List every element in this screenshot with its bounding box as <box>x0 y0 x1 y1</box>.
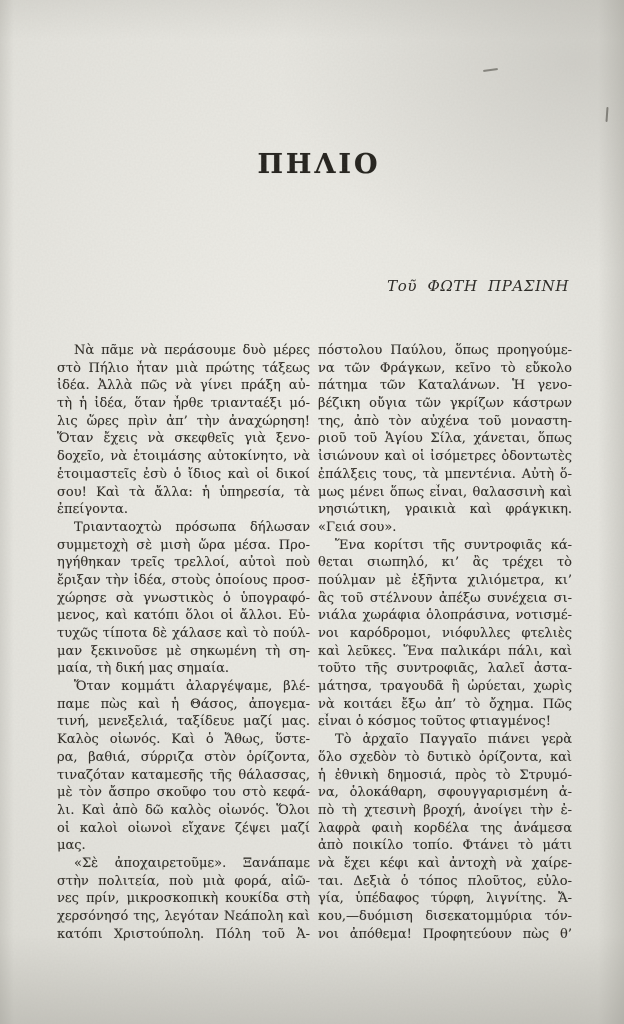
text-line: να τῶν Φράγκων, κεῖνο τὸ εὔκολο <box>318 360 572 376</box>
text-line: θεται σιωπηλό, κι’ ἂς τρέχει τὸ <box>318 555 572 571</box>
text-line: στὴν πολιτεία, ποὺ μιὰ φορά, αἰῶ- <box>57 873 310 889</box>
text-line: χερσόνησό της, λεγόταν Νεάπολη καὶ <box>57 909 310 924</box>
text-line: ἰσιώνουν καὶ οἱ ἰσόμετρες ὀδοντωτὲς <box>318 449 572 465</box>
text-line: σου! Καὶ τὰ ἄλλα: ἡ ὑπηρεσία, τὰ <box>57 484 310 500</box>
text-line: παμε πὼς καὶ ἡ Θάσος, ἀπογεμα- <box>57 696 310 712</box>
text-line: ἐπείγοντα. <box>57 502 128 518</box>
text-line: τινή, μενεξελιά, ταξίδευε μαζί μας. <box>57 714 310 730</box>
text-line: ἰδέα. Ἀλλὰ πῶς νὰ γίνει πράξη αὐ- <box>57 378 310 394</box>
text-line: πάτημα τῶν Καταλάνων. Ἡ γενο- <box>318 378 572 394</box>
text-line: «Σὲ ἀποχαιρετοῦμε». Ξανάπαμε <box>74 855 310 871</box>
text-line: λαφρὰ φαιὴ κορδέλα της ἀνάμεσα <box>318 820 572 836</box>
text-line: χώρησε σὰ γνωστικὸς ὁ ὑπογραφό- <box>57 590 310 606</box>
text-line: τοῦτο τῆς συντροφιᾶς, λαλεῖ ἀστα- <box>318 661 572 677</box>
text-line: πούλμαν μὲ ἑξῆντα χιλιόμετρα, κι’ <box>318 572 572 588</box>
column-right <box>318 342 572 943</box>
text-line: στὸ Πήλιο ἦταν μιὰ πρώτης τάξεως <box>57 360 310 376</box>
text-line: ηγήθηκαν τρεῖς τρελλοί, αὐτοὶ ποὺ <box>57 555 310 571</box>
text-line: δοχεῖο, νὰ ἑτοιμάσης αὐτοκίνητο, νὰ <box>57 449 310 465</box>
text-line: ἐπάλξεις τους, τὰ μπεντένια. Αὐτὴ ὅ- <box>318 466 572 482</box>
text-line: ἔριξαν τὴν ἰδέα, στοὺς ὁποίους προσ- <box>57 572 310 588</box>
text-line: Τριανταοχτὼ πρόσωπα δήλωσαν <box>74 519 310 535</box>
text-line: νὰ κοιτάει ἔξω ἀπ’ τὸ ὄχημα. Πῶς <box>318 696 572 712</box>
page-title: ΠΗΛΙΟ <box>257 149 381 180</box>
text-line: Ὅταν ἔχεις νὰ σκεφθεῖς γιὰ ξενο- <box>57 431 310 447</box>
text-line: Καλὸς οἰωνός. Καὶ ὁ Ἄθως, ὕστε- <box>57 732 310 748</box>
text-line: Νὰ πᾶμε νὰ περάσουμε δυὸ μέρες <box>74 343 310 358</box>
text-line: νες πρίν, μικροσκοπικὴ κουκίδα στὴ <box>57 891 310 907</box>
text-line: τυχῶς τίποτα δὲ χάλασε καὶ τὸ πούλ- <box>57 626 310 641</box>
text-line: Ἕνα κορίτσι τῆς συντροφιᾶς κά- <box>335 537 572 553</box>
text-line: νοι καρόδρομοι, νιόφυλλες φτελιὲς <box>318 626 572 641</box>
text-line: κατόπι Χριστούπολη. Πόλη τοῦ Ἀ- <box>57 926 310 942</box>
text-line: να, ὁλοκάθαρη, σφουγγαρισμένη ἀ- <box>318 785 572 801</box>
text-line: λι. Καὶ ἀπὸ δῶ καλὸς οἰωνός. Ὅλοι <box>57 802 310 818</box>
text-line: μας. <box>57 838 86 854</box>
text-line: Τὸ ἀρχαῖο Παγγαῖο πιάνει γερὰ <box>335 732 572 748</box>
article-body <box>57 342 572 943</box>
text-line: μαία, τὴ δική μας σημαία. <box>57 661 229 677</box>
text-line: τὴ ἡ ἰδέα, ὅταν ἦρθε τριανταέξι μό- <box>57 396 310 412</box>
text-line: συμμετοχὴ σὲ μισὴ ὥρα μέσα. Προ- <box>57 537 310 553</box>
scan-artifact-tick <box>605 107 608 122</box>
text-line: γία, ὑπέδαφος τύρφη, λιγνίτης. Ἄ- <box>318 891 572 907</box>
text-line: πόστολου Παύλου, ὅπως προηγούμε- <box>318 343 572 358</box>
text-line: Ὅταν κομμάτι ἀλαργέψαμε, βλέ- <box>74 679 310 695</box>
text-line: οἱ καλοὶ οἰωνοὶ εἴχανε ζέψει μαζί <box>57 820 310 836</box>
text-line: ἑτοιμαστεῖς ἐσὺ ὁ ἴδιος καὶ οἱ δικοί <box>57 466 310 482</box>
text-line: πὸ τὴ χτεσινὴ βροχή, ἀνοίγει τὴν ἐ- <box>318 802 572 818</box>
byline: Τοῦ ΦΩΤΗ ΠΡΑΣΙΝΗ <box>387 277 569 295</box>
text-line: μαν ξεκινοῦσε μὲ σηκωμένη τὴ ση- <box>57 643 310 659</box>
scan-artifact-dash <box>483 68 498 72</box>
text-line: νιάλα χωράφια ὁλοπράσινα, νοτισμέ- <box>318 608 572 624</box>
text-line: καὶ λεῦκες. Ἕνα παλικάρι πάλι, καὶ <box>318 643 572 659</box>
text-line: ρα, βαθιά, σύρριζα στὸν ὁρίζοντα, <box>57 749 310 765</box>
text-line: κου,—δυόμιση δισεκατομμύρια τόν- <box>318 909 572 924</box>
text-line: νὰ ἔχει κέφι καὶ ἀντοχὴ νὰ χαίρε- <box>318 855 572 871</box>
text-line: ἡ ἐθνικὴ δημοσιά, πρὸς τὸ Στρυμό- <box>318 767 572 783</box>
text-line: νοι ἀπόθεμα! Προφητεύουν πὼς θ’ <box>318 926 572 942</box>
text-line: βέζικη οὔγια τῶν γκρίζων κάστρων <box>318 396 572 412</box>
text-line: μὲ τὸν ἄσπρο σκοῦφο του στὸ κεφά- <box>57 785 310 801</box>
text-line: «Γειά σου». <box>318 519 397 535</box>
text-line: εἶναι ὁ κόσμος τοῦτος φτιαγμένος! <box>318 714 551 730</box>
text-line: ὅλο σχεδὸν τὸ δυτικὸ ὁρίζοντα, καὶ <box>318 749 572 765</box>
text-line: μενος, καὶ κατόπι ὅλοι οἱ ἄλλοι. Εὐ- <box>57 608 310 624</box>
text-line: νησιώτικη, γραικιὰ καὶ φράγκικη. <box>318 502 572 518</box>
text-line: ἀπὸ ποικίλο τοπίο. Φτάνει τὸ μάτι <box>318 838 572 854</box>
column-left <box>57 342 310 943</box>
text-line: τιναζόταν καταμεσῆς τῆς θάλασσας, <box>57 767 310 783</box>
text-line: μως μένει ὅπως εἶναι, θαλασσινὴ καὶ <box>318 484 572 500</box>
text-line: της, ἀπὸ τὸν αὐχένα τοῦ μοναστη- <box>318 413 572 429</box>
text-line: λις ὥρες πρὶν ἀπ’ τὴν ἀναχώρηση! <box>57 413 310 429</box>
text-line: ται. Δεξιὰ ὁ τόπος πλοῦτος, εὐλο- <box>318 873 572 889</box>
text-line: μάτησα, τραγουδᾶ ἢ ὠρύεται, χωρὶς <box>318 679 572 695</box>
text-line: ριοῦ τοῦ Ἁγίου Σίλα, χάνεται, ὅπως <box>318 431 572 447</box>
text-line: ἂς τοῦ στέλνουν ἀπέξω συνέχεια σι- <box>318 590 572 606</box>
